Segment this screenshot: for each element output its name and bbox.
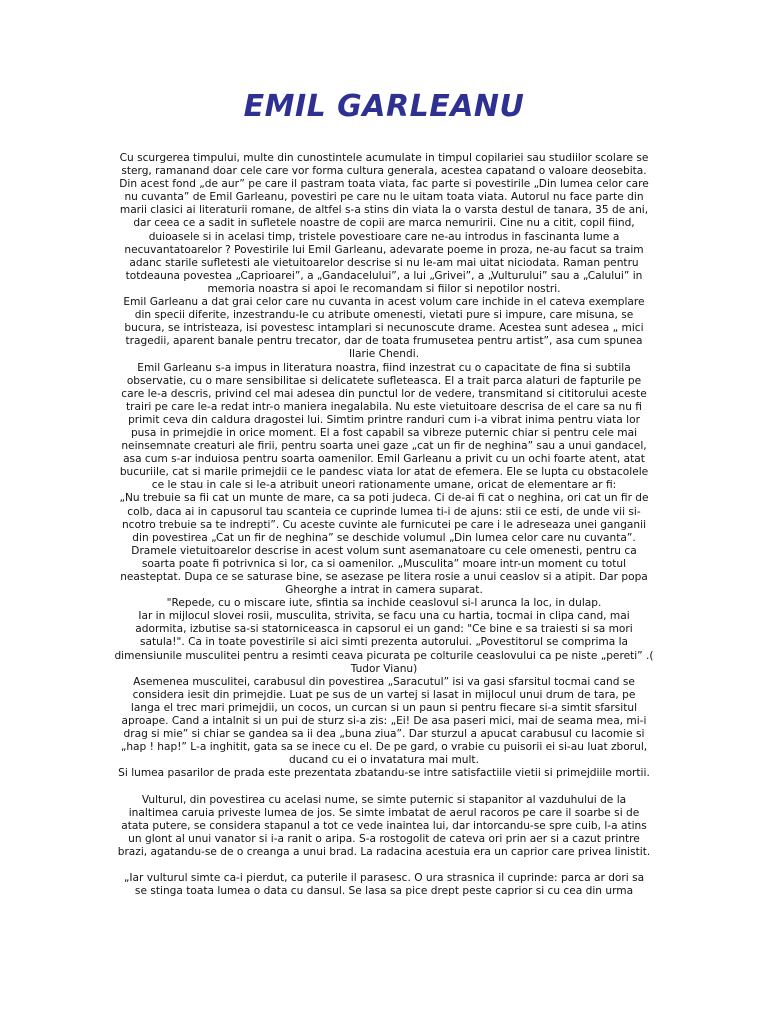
text-line: nu cuvanta” de Emil Garleanu, povestiri pe care nu le uitam toata viata. Autorul nu face parte din — [124, 191, 644, 204]
text-line: Ilarie Chendi. — [348, 348, 420, 361]
text-line: totdeauna povestea „Caprioarei”, a „Gandacelului”, a lui „Grivei”, a „Vulturului” sau a „Calului” in — [125, 269, 643, 282]
text-line: ce le stau in cale si le-a atribuit uneori rationamente umane, oricat de elementare ar fi: — [151, 479, 617, 492]
text-line: marii clasici ai literaturii romane, de altfel s-a stins din viata la o varsta destul de tanara, 35 de ani, — [119, 204, 649, 217]
text-line: care le-a descris, privind cel mai adesea din punctul lor de vedere, transmitand si cititorului aceste — [121, 387, 647, 400]
text-line: Dramele vietuitoarelor descrise in acest volum sunt asemanatoare cu cele omenesti, pentru ca — [131, 544, 637, 557]
text-line: ncotro trebuie sa te indrepti”. Cu aceste cuvinte ale furnicutei pe care i le adreseaza unei ganganii — [121, 518, 647, 531]
text-line: Din acest fond „de aur” pe care il pastram toata viata, fac parte si povestirile „Din lumea celor care — [119, 178, 649, 191]
text-line: Iar in mijlocul slovei rosii, musculita, strivita, se facu una cu hartia, tocmai in clipa cand, mai — [138, 610, 630, 623]
text-line: Emil Garleanu s-a impus in literatura noastra, fiind inzestrat cu o capacitate de fina si subtila — [137, 361, 631, 374]
text-line: colb, daca ai in capusorul tau scanteia ce cuprinde lumea ti-i de ajuns: stii ce esti, de unde vii si- — [127, 505, 641, 518]
text-line: Asemenea musculitei, carabusul din povestirea „Saracutul” isi va gasi sfarsitul tocmai cand se — [133, 675, 635, 688]
text-line: se stinga toata lumea o data cu dansul. Se lasa sa pice drept peste caprior si cu cea din urma — [134, 885, 634, 898]
text-line: dar ceea ce a sadit in sufletele noastre de copii are marca nemuririi. Cine nu a citit, copil fiind, — [133, 217, 635, 230]
text-line: trairi pe care le-a redat intr-o maniera inegalabila. Nu este vietuitoare descrisa de el care sa nu fi — [126, 400, 642, 413]
text-line: observatie, cu o mare sensibilitae si delicatete sufleteasca. El a trait parca alaturi de fapturile pe — [126, 374, 642, 387]
text-line: langa el trec mari primejdii, un cocos, un curcan si un paun si pentru fiecare si-a simtit sfarsitul — [130, 701, 638, 714]
text-line: memoria noastra si apoi le recomandam si fiilor si nepotilor nostri. — [207, 282, 561, 295]
text-line: tragedii, aparent banale pentru trecator, dar de toata frumusetea pentru artist”, asa cum spunea — [125, 335, 643, 348]
text-line: „Iar vulturul simte ca-i pierdut, ca puterile il parasesc. O ura strasnica il cuprinde: parca ar dori sa — [123, 872, 645, 885]
text-line: brazi, agatandu-se de o creanga a unui brad. La radacina acestuia era un caprior care privea linistit. — [117, 845, 651, 858]
text-line: Tudor Vianu) — [350, 662, 418, 675]
text-line: Cu scurgerea timpului, multe din cunostintele acumulate in timpul copilariei sau studiilor scolare se — [119, 152, 649, 164]
text-line: soarta poate fi potrivnica si lor, ca si oamenilor. „Musculita” moare intr-un moment cu totul — [141, 557, 627, 570]
text-line: dimensiunile musculitei pentru a resimti ceava picurata pe colturile ceaslovului ca pe niste „pereti” .( — [114, 649, 654, 662]
text-line: Gheorghe a intrat in camera suparat. — [285, 584, 483, 597]
text-line: drag si mie” si chiar se gandea sa ii dea „buna ziua”. Dar sturzul a apucat carabusul cu lacomie si — [123, 728, 645, 741]
text-line: aproape. Cand a intalnit si un pui de sturz si-a zis: „Ei! De asa paseri mici, mai de seama mea, mi-i — [121, 715, 647, 728]
text-line: din specii diferite, inzestrandu-le cu atribute omenesti, vietati pure si impure, care misuna, se — [134, 309, 634, 322]
text-line: bucura, se intristeaza, isi povestesc intamplari si necunoscute drame. Acestea sunt adesea „ mici — [124, 322, 644, 335]
text-line: „hap ! hap!” L-a inghitit, gata sa se inece cu el. De pe gard, o vrabie cu puisorii ei si-au luat zborul, — [120, 741, 648, 754]
paragraph-gap — [112, 781, 656, 794]
text-line: "Repede, cu o miscare iute, sfintia sa inchide ceaslovul si-l arunca la loc, in dulap. — [166, 597, 602, 610]
text-line: un glont al unui vanator si i-a ranit o aripa. S-a rostogolit de cateva ori prin aer si a cazut printre — [128, 832, 640, 845]
document-title: EMIL GARLEANU — [243, 89, 525, 124]
text-line: adanc starile sufletesti ale vietuitoarelor descrise si nu le-am mai uitat niciodata. Raman pentru — [129, 256, 639, 269]
text-line: sterg, ramanand doar cele care vor forma cultura generala, acestea capatand o valoare deosebita. — [121, 165, 647, 178]
text-line: inaltimea caruia priveste lumea de jos. Se simte imbatat de aerul racoros pe care il soarbe si de — [128, 806, 640, 819]
text-line: „Nu trebuie sa fii cat un munte de mare, ca sa poti judeca. Ci de-ai fi cat o neghina, ori cat un fir de — [119, 492, 649, 505]
text-line: primit ceva din caldura dragostei lui. Simtim printre randuri cum i-a vibrat inima pentru viata lor — [128, 413, 640, 426]
text-line: neasteptat. Dupa ce se saturase bine, se asezase pe litera rosie a unui ceaslov si a atipit. Dar popa — [120, 571, 648, 583]
text-line: considera iesit din primejdie. Luat pe sus de un vartej si lasat in mijlocul unui drum de tara, pe — [132, 688, 636, 701]
text-line: neinsemnate creaturi ale firii, pentru soarta unei gaze „cat un fir de neghina” sau a unui gandacel, — [121, 440, 647, 453]
document-body — [112, 152, 656, 898]
text-line: Vulturul, din povestirea cu acelasi nume, se simte puternic si stapanitor al vazduhului de la — [141, 793, 627, 806]
text-line: Emil Garleanu a dat grai celor care nu cuvanta in acest volum care inchide in el cateva exemplare — [123, 296, 645, 309]
text-line: Si lumea pasarilor de prada este prezentata zbatandu-se intre satisfactiile vietii si primejdiile mortii. — [118, 767, 650, 780]
text-line: satula!". Ca in toate povestirile si aici simti prezenta autorului. „Povestitorul se comprima la — [139, 636, 629, 649]
text-line: atata putere, se considera stapanul a tot ce vede inaintea lui, dar intorcandu-se spre cuib, l-a atins — [121, 819, 647, 832]
text-line: pusa in primejdie in orice moment. El a fost capabil sa vibreze puternic chiar si pentru cele mai — [130, 426, 638, 439]
text-line: asa cum s-ar induiosa pentru soarta oamenilor. Emil Garleanu a privit cu un ochi foarte atent, atat — [123, 453, 645, 466]
text-line: bucuriile, cat si marile primejdii ce le pandesc viata lor atat de efemera. Ele se lupta cu obstacolele — [119, 466, 649, 479]
text-line: adormita, izbutise sa-si statorniceasca in capsorul ei un gand: "Ce bine e sa traiesti si sa mori — [135, 623, 633, 636]
text-line: din povestirea „Cat un fir de neghina” se deschide volumul „Din lumea celor care nu cuvanta”. — [132, 531, 636, 544]
text-line: necuvantatoarelor ? Povestirile lui Emil Garleanu, adevarate poeme in proza, ne-au facut sa traim — [124, 243, 644, 256]
text-line: duioasele si in acelasi timp, tristele povestioare care ne-au introdus in fascinanta lume a — [148, 230, 620, 243]
text-line: ducand cu ei o invatatura mai mult. — [289, 754, 479, 767]
paragraph-gap — [112, 859, 656, 872]
